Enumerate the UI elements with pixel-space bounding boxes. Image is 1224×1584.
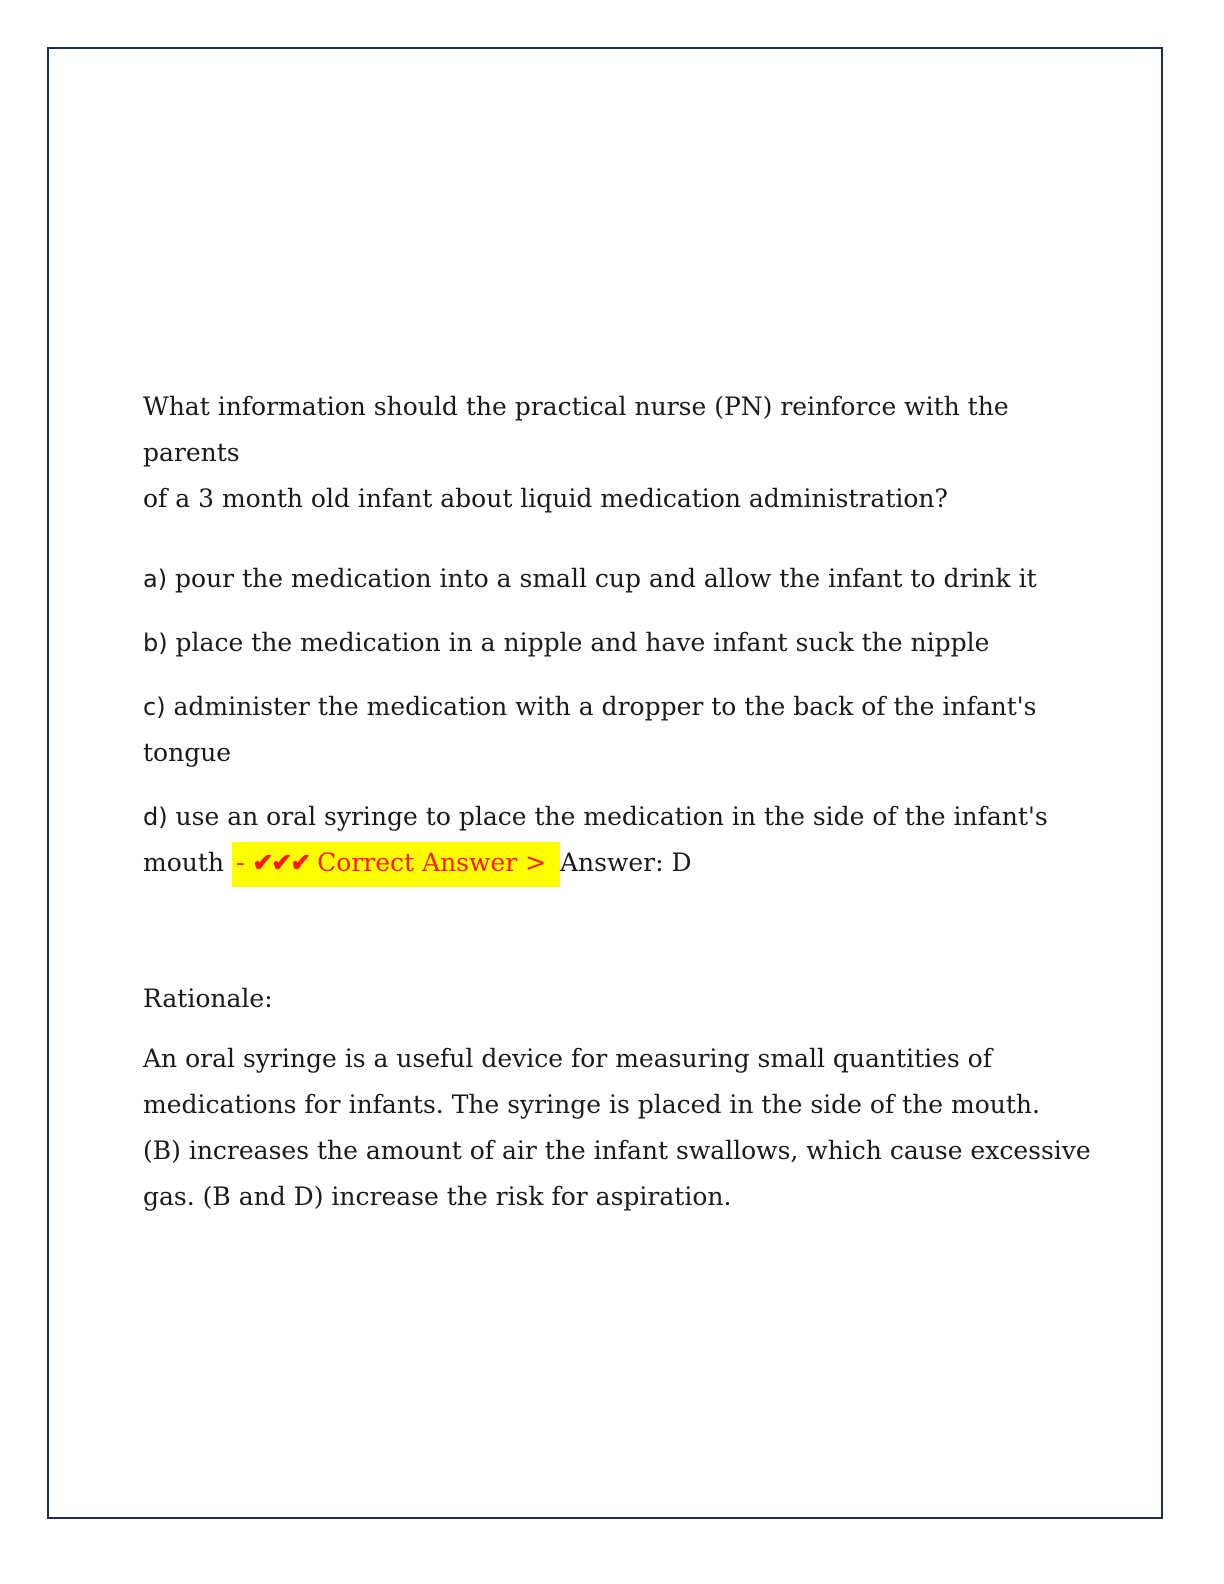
rationale-line: (B) increases the amount of air the infant swallows, which cause excessive (143, 1136, 1091, 1165)
rationale-heading: Rationale: (143, 984, 273, 1013)
option-a (143, 556, 1103, 602)
option-text: use an oral syringe to place the medication in the side of the infant's (167, 802, 1048, 831)
options-list (143, 556, 1103, 904)
answer-dash: - (235, 848, 253, 877)
option-text: administer the medication with a dropper to the back of the infant's (165, 692, 1037, 721)
question-line-2: of a 3 month old infant about liquid medication administration? (143, 484, 948, 513)
question-text (143, 384, 1103, 522)
option-letter: a) (143, 565, 168, 593)
checkmark-icon: ✔✔✔ (252, 848, 310, 877)
rationale-line: medications for infants. The syringe is placed in the side of the mouth. (143, 1090, 1040, 1119)
rationale-line: An oral syringe is a useful device for measuring small quantities of (143, 1044, 992, 1073)
option-d (143, 794, 1103, 886)
answer-line (143, 840, 1103, 886)
option-text-continued: tongue (143, 738, 232, 767)
question-line-1: What information should the practical nurse (PN) reinforce with the parents (143, 392, 1009, 467)
option-letter: b) (143, 629, 168, 657)
answer-value: Answer: D (560, 848, 692, 877)
option-text: place the medication in a nipple and have infant suck the nipple (167, 628, 990, 657)
correct-answer-highlight (232, 842, 560, 887)
option-b (143, 620, 1103, 666)
rationale-line: gas. (B and D) increase the risk for aspiration. (143, 1182, 732, 1211)
option-letter: c) (143, 693, 166, 721)
rationale-body (143, 1036, 1103, 1220)
option-letter: d) (143, 803, 168, 831)
option-c (143, 684, 1103, 776)
correct-answer-label: Correct Answer > (309, 848, 554, 877)
option-text: pour the medication into a small cup and allow the infant to drink it (167, 564, 1037, 593)
option-text-continued: mouth (143, 848, 232, 877)
